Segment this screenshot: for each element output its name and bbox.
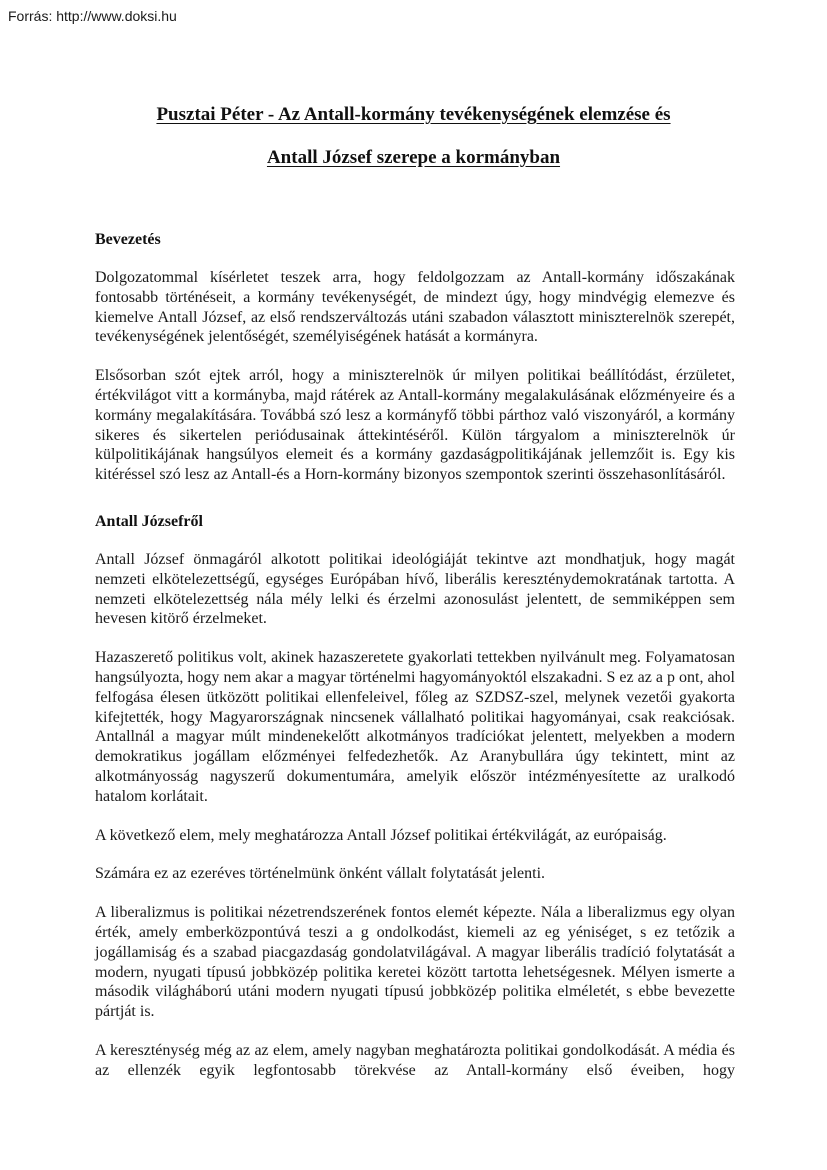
paragraph-intro-1: Dolgozatommal kísérletet teszek arra, hogy feldolgozzam az Antall-kormány időszakának fontosabb történéseit, a kormány tevékenységét, de mindezt úgy, hogy mindvégig elemezve és kiemelve Antall József, az első rendszerváltozás utáni szabadon választott miniszterelnök szerepét, tevékenységének jelentőségét, személyiségének hatását a kormányra.	[95, 269, 735, 346]
paragraph-antall-3: A következő elem, mely meghatározza Antall József politikai értékvilágát, az európaiság.	[95, 826, 667, 844]
paragraph-antall-2: Hazaszerető politikus volt, akinek hazaszeretete gyakorlati tettekben nyilvánult meg. Folyamatosan hangsúlyozta, hogy nem akar a magyar történelmi hagyományoktól elszakadni. S ez az a p ont, ahol felfogása élesen ütközött politikai ellenfeleivel, főleg az SZDSZ-szel, melynek vezetői gyakorta kifejtették, hogy Magyarországnak nincsenek vállalható politikai hagyományai, csak reakciósak. Antallnál a magyar múlt mindenekelőtt alkotmányos tradíciókat jelentett, melyekben a modern demokratikus jogállam előzményei felfedezhetők. Az Aranybullára úgy tekintett, mint az alkotmányosság nagyszerű dokumentumára, amelyik először intézményesítette az uralkodó hatalom korlátait.	[95, 649, 735, 805]
paragraph-antall-4: Számára ez az ezeréves történelmünk önként vállalt folytatását jelenti.	[95, 865, 546, 883]
document-body	[95, 231, 735, 1081]
paragraph-antall-1: Antall József önmagáról alkotott politikai ideológiáját tekintve azt mondhatjuk, hogy magát nemzeti elkötelezettségű, egységes Európában hívő, liberális kereszténydemokratának tartotta. A nemzeti elkötelezettség nála mély lelki és érzelmi azonosulást jelentett, de semmiképpen sem hevesen kitörő érzelmeket.	[95, 550, 735, 628]
paragraph-antall-5: A liberalizmus is politikai nézetrendszerének fontos elemét képezte. Nála a liberalizmus egy olyan érték, amely emberközpontúvá teszi a g ondolkodást, kiemeli az eg yéniséget, s ez tetőzik a jogállamiság és a szabad piacgazdaság gondolatvilágával. A magyar liberális tradíció folytatását a modern, nyugati típusú jobbközép politika keretei között tartotta lehetségesnek. Mélyen ismerte a második világháború utáni modern nyugati típusú jobbközép politika elméletét, s ebbe bevezette pártját is.	[95, 904, 735, 1021]
section-antall-jozsefrol	[95, 513, 735, 1081]
section-heading-bevezetes: Bevezetés	[95, 231, 161, 248]
title-line-2: Antall József szerepe a kormányban	[266, 147, 561, 168]
paragraph-antall-6-continued-next-page: A kereszténység még az az elem, amely nagyban meghatározta politikai gondolkodását. A média és az ellenzék egyik legfontosabb törekvése az Antall-kormány első éveiben, hogy	[95, 1041, 735, 1079]
document-title	[70, 93, 757, 179]
title-line-1: Pusztai Péter - Az Antall-kormány tevékenységének elemzése és	[156, 104, 671, 125]
section-bevezetes	[95, 231, 735, 485]
section-heading-antall-jozsefrol: Antall Józsefről	[95, 512, 203, 530]
paragraph-intro-2: Elsősorban szót ejtek arról, hogy a miniszterelnök úr milyen politikai beállítódást, érzületet, értékvilágot vitt a kormányba, majd rátérek az Antall-kormány megalakulásának előzményeire és a kormány megalakítására. Továbbá szó lesz a kormányfő többi párthoz való viszonyáról, a kormány sikeres és sikertelen periódusainak áttekintéséről. Külön tárgyalom a miniszterelnök úr külpolitikájának hangsúlyos elemeit és a kormány gazdaságpolitikájának jellemzőit is. Egy kis kitéréssel szó lesz az Antall-és a Horn-kormány bizonyos szempontok szerinti összehasonlításáról.	[95, 367, 735, 484]
source-watermark: Forrás: http://www.doksi.hu	[8, 8, 177, 24]
